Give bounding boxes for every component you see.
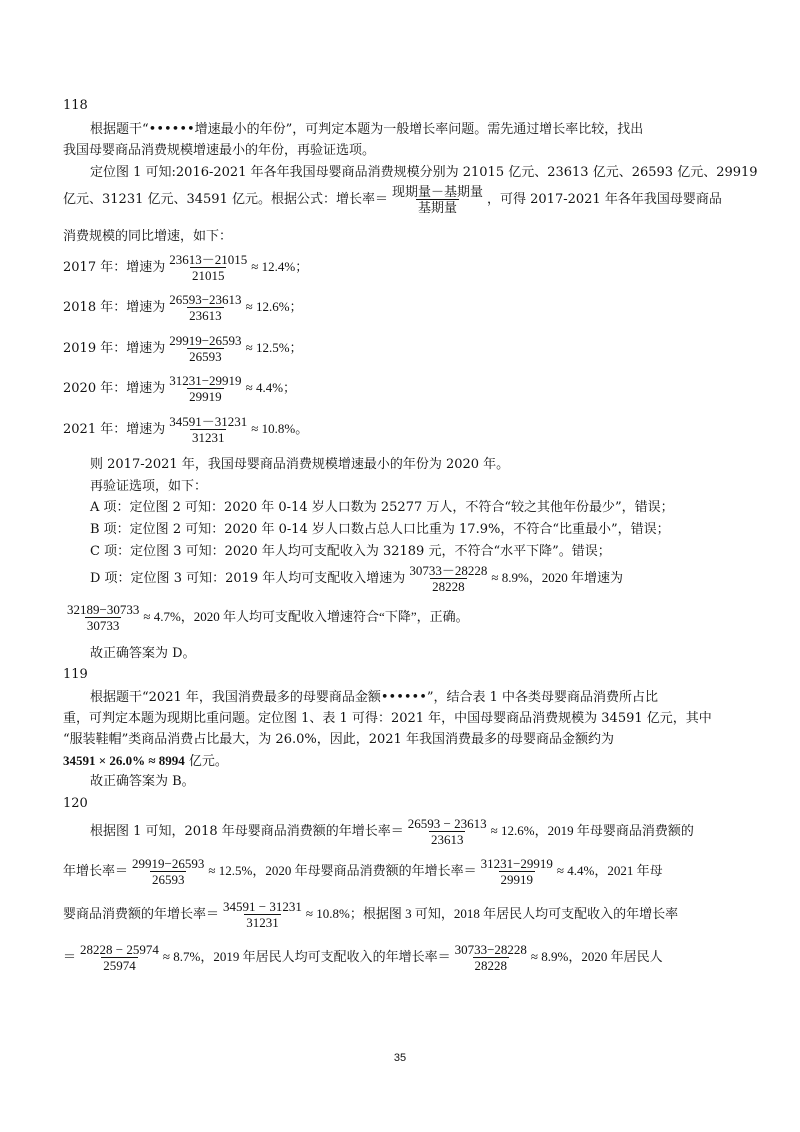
- fraction-numerator: 28228 − 25974: [80, 942, 159, 957]
- q120-text: 婴商品消费额的年增长率＝: [63, 907, 220, 922]
- q119-analysis-line-1: 根据题干“2021 年，我国消费最多的母婴商品金额••••••”，结合表 1 中各类母婴商品消费所占比: [90, 690, 659, 705]
- q118-analysis-line-1: 根据题干“••••••增速最小的年份”，可判定本题为一般增长率问题。需先通过增长率比较，找出: [90, 122, 644, 137]
- fraction-denominator: 26593: [189, 349, 222, 364]
- row-label: 2020 年：增速为: [63, 381, 166, 396]
- fraction-denominator: 28228: [432, 579, 465, 594]
- fraction-denominator: 23613: [430, 832, 464, 847]
- row-fraction: [167, 333, 243, 364]
- growth-row-2019: [63, 333, 303, 364]
- q118-analysis-line-2: 我国母婴商品消费规模增速最小的年份，再验证选项。: [63, 143, 376, 158]
- q120-text: ＝: [63, 950, 77, 965]
- option-c-analysis: C 项：定位图 3 可知：2020 年人均可支配收入为 32189 元，不符合“水平下降”。错误；: [90, 544, 611, 559]
- page-number: 35: [393, 1052, 407, 1064]
- row-label: 2018 年：增速为: [63, 300, 166, 315]
- fraction-denominator: 30733: [86, 618, 120, 633]
- q120-text: ≈ 8.9%，2020 年居民人: [530, 949, 663, 964]
- option-d-fraction-2019: [407, 563, 489, 594]
- q119-unit: 亿元。: [184, 754, 228, 769]
- row-result: ≈ 12.6%；: [245, 299, 303, 314]
- q120-text: ≈ 8.7%，2019 年居民人均可支配收入的年增长率＝: [162, 949, 451, 964]
- row-label: 2021 年：增速为: [63, 422, 166, 437]
- q118-formula-pre: 亿元、31231 亿元、34591 亿元。根据公式：增长率＝: [63, 192, 388, 207]
- q120-text: ≈ 4.4%，2021 年母: [556, 863, 663, 878]
- q120-line-4: [63, 942, 663, 973]
- q119-answer: 故正确答案为 B。: [90, 774, 195, 789]
- q118-answer: 故正确答案为 D。: [90, 646, 196, 661]
- q119-calculation: 34591 × 26.0% ≈ 8994: [63, 753, 185, 768]
- fraction-numerator: 26593−23613: [169, 292, 242, 307]
- fraction-denominator: 28228: [474, 958, 507, 973]
- q118-conclusion: 则 2017-2021 年，我国母婴商品消费规模增速最小的年份为 2020 年。: [90, 457, 510, 472]
- option-d-text: D 项：定位图 3 可知：2019 年人均可支配收入增速为: [90, 571, 406, 586]
- q118-formula-line: [63, 184, 722, 215]
- q119-analysis-line-4: [63, 752, 228, 771]
- q120-fraction-2020: [479, 856, 555, 887]
- q120-fraction-2019: [130, 856, 206, 887]
- q120-text: ≈ 12.6%，2019 年母婴商品消费额的: [490, 823, 694, 838]
- fraction-denominator: 31231: [191, 430, 225, 445]
- row-result: ≈ 12.4%；: [251, 259, 309, 274]
- q120-text: ≈ 10.8%；根据图 3 可知，2018 年居民人均可支配收入的年增长率: [305, 906, 679, 921]
- fraction-denominator: 26593: [151, 872, 185, 887]
- fraction-denominator: 29919: [189, 389, 222, 404]
- growth-row-2021: [63, 414, 308, 445]
- fraction-numerator: 34591－31231: [169, 414, 248, 429]
- row-label: 2017 年：增速为: [63, 260, 166, 275]
- q120-text: 年增长率＝: [63, 864, 129, 879]
- fraction-denominator: 21015: [191, 268, 225, 283]
- q118-verify-intro: 再验证选项，如下：: [90, 479, 208, 494]
- option-d-result: ≈ 8.9%，2020 年增速为: [491, 570, 624, 585]
- q119-analysis-line-2: 重，可判定本题为现期比重问题。定位图 1、表 1 可得：2021 年，中国母婴商品消费规模为 34591 亿元，其中: [63, 711, 712, 726]
- option-d-fraction-2020: [65, 602, 141, 633]
- row-result: ≈ 12.5%；: [245, 340, 303, 355]
- fraction-numerator: 29919−26593: [169, 333, 242, 348]
- formula-numerator: 现期量－基期量: [391, 184, 483, 199]
- fraction-denominator: 29919: [500, 872, 533, 887]
- q120-line-2: [63, 856, 663, 887]
- q120-fraction-2018: [406, 816, 489, 847]
- row-label: 2019 年：增速为: [63, 341, 166, 356]
- q120-fraction-income-2019: [453, 942, 529, 973]
- growth-row-2020: [63, 373, 296, 404]
- question-number-120: 120: [63, 796, 88, 811]
- growth-row-2018: [63, 292, 303, 323]
- fraction-numerator: 30733−28228: [454, 942, 527, 957]
- q120-line-3: [63, 899, 678, 930]
- q118-formula-post: ，可得 2017-2021 年各年我国母婴商品: [487, 192, 722, 207]
- q118-data-line-1: 定位图 1 可知:2016-2021 年各年我国母婴商品消费规模分别为 21015 亿元、23613 亿元、26593 亿元、29919: [90, 165, 758, 180]
- fraction-numerator: 31231−29919: [480, 856, 553, 871]
- option-b-analysis: B 项：定位图 2 可知：2020 年 0-14 岁人口数占总人口比重为 17.9%，不符合“比重最小”，错误；: [90, 522, 670, 537]
- q118-data-line-3: 消费规模的同比增速，如下：: [63, 229, 233, 244]
- q120-line-1: [90, 816, 694, 847]
- row-fraction: [167, 414, 249, 445]
- fraction-numerator: 23613－21015: [169, 252, 248, 267]
- fraction-numerator: 26593 − 23613: [407, 816, 487, 831]
- fraction-numerator: 30733－28228: [409, 563, 488, 578]
- q119-analysis-line-3: “服装鞋帽”类商品消费占比最大，为 26.0%，因此，2021 年我国消费最多的母婴商品金额约为: [63, 732, 614, 747]
- q120-fraction-2021: [221, 899, 304, 930]
- q120-fraction-income-2018: [78, 942, 161, 973]
- question-number-118: 118: [63, 98, 88, 113]
- question-number-119: 119: [63, 667, 88, 682]
- growth-row-2017: [63, 252, 308, 283]
- fraction-denominator: 25974: [103, 958, 136, 973]
- growth-rate-formula: [390, 184, 485, 215]
- option-d-analysis-line-2: [63, 602, 469, 633]
- fraction-numerator: 34591 − 31231: [223, 899, 302, 914]
- row-fraction: [167, 373, 243, 404]
- row-result: ≈ 10.8%。: [251, 421, 309, 436]
- fraction-numerator: 31231−29919: [169, 373, 242, 388]
- row-fraction: [167, 292, 243, 323]
- fraction-numerator: 32189−30733: [67, 602, 140, 617]
- option-d-analysis-line-1: [90, 563, 623, 594]
- row-result: ≈ 4.4%；: [245, 380, 297, 395]
- option-a-analysis: A 项：定位图 2 可知：2020 年 0-14 岁人口数为 25277 万人，不符合“较之其他年份最少”，错误；: [90, 500, 674, 515]
- fraction-numerator: 29919−26593: [132, 856, 205, 871]
- q120-text: 根据图 1 可知，2018 年母婴商品消费额的年增长率＝: [90, 824, 404, 839]
- fraction-denominator: 31231: [246, 915, 279, 930]
- option-d-conclusion: ≈ 4.7%，2020 年人均可支配收入增速符合“下降”，正确。: [143, 609, 469, 624]
- fraction-denominator: 23613: [189, 308, 222, 323]
- row-fraction: [167, 252, 249, 283]
- q120-text: ≈ 12.5%，2020 年母婴商品消费额的年增长率＝: [208, 863, 477, 878]
- formula-denominator: 基期量: [417, 200, 457, 215]
